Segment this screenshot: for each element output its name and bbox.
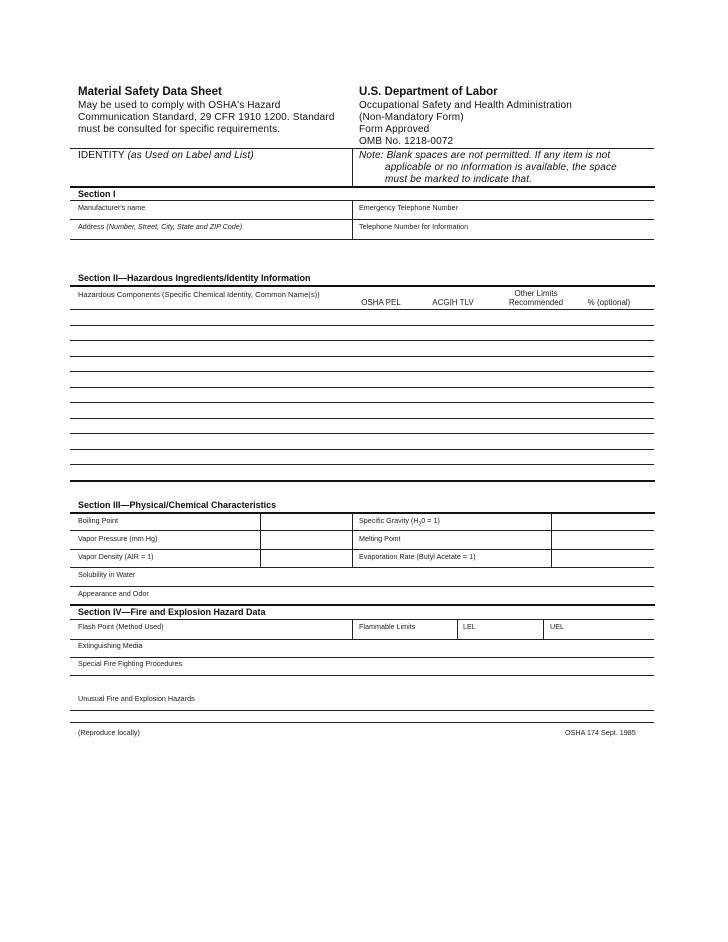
divider (457, 619, 458, 639)
specific-gravity-subscript: 2 (418, 521, 422, 528)
agency-title: U.S. Department of Labor (359, 86, 498, 98)
table-row[interactable] (70, 387, 654, 388)
form-subtitle-line1: May be used to comply with OSHA's Hazard (78, 100, 281, 111)
divider (551, 513, 552, 568)
manufacturer-field[interactable]: Manufacturer's name (78, 203, 146, 212)
section4-title: Section IV—Fire and Explosion Hazard Data (78, 607, 266, 617)
col-hazardous-components: Hazardous Components (Specific Chemical Identity, Common Name(s)) (78, 290, 320, 299)
table-row[interactable] (70, 309, 654, 310)
rule (70, 639, 654, 640)
rule (70, 549, 654, 550)
divider (260, 513, 261, 568)
rule (70, 586, 654, 587)
table-row[interactable] (70, 433, 654, 434)
appearance-field[interactable]: Appearance and Odor (78, 589, 149, 598)
emergency-phone-field[interactable]: Emergency Telephone Number (359, 203, 458, 212)
vapor-pressure-field[interactable]: Vapor Pressure (mm Hg) (78, 534, 158, 543)
flash-point-field[interactable]: Flash Point (Method Used) (78, 622, 164, 631)
agency-line2: (Non-Mandatory Form) (359, 112, 464, 123)
col-osha-pel: OSHA PEL (361, 298, 401, 307)
uel-field[interactable]: UEL (550, 622, 564, 631)
omb-number: OMB No. 1218-0072 (359, 136, 454, 147)
boiling-point-field[interactable]: Boiling Point (78, 516, 118, 525)
table-row[interactable] (70, 356, 654, 357)
address-label: Address (78, 222, 105, 231)
rule (70, 710, 654, 711)
rule (70, 186, 655, 188)
note-line3: must be marked to indicate that. (385, 174, 533, 185)
section3-title: Section III—Physical/Chemical Characteristics (78, 500, 277, 510)
flammable-limits-field[interactable]: Flammable Limits (359, 622, 416, 631)
table-row[interactable] (70, 418, 654, 419)
agency-line3: Form Approved (359, 124, 430, 135)
table-row[interactable] (70, 402, 654, 403)
table-row[interactable] (70, 340, 654, 341)
col-other-limits: Other Limits (514, 289, 558, 298)
form-subtitle-line2: Communication Standard, 29 CFR 1910 1200. Standard (78, 112, 335, 123)
rule (70, 657, 654, 658)
form-subtitle-line3: must be consulted for specific requirements. (78, 124, 281, 135)
lel-field[interactable]: LEL (463, 622, 476, 631)
specific-gravity-label-end: 0 = 1) (421, 516, 440, 525)
rule (70, 722, 654, 723)
evaporation-rate-field[interactable]: Evaporation Rate (Butyl Acetate = 1) (359, 552, 476, 561)
divider (543, 619, 544, 639)
special-procedures-field[interactable]: Special Fire Fighting Procedures (78, 659, 183, 668)
specific-gravity-field[interactable] (359, 516, 440, 527)
col-recommended: Recommended (508, 298, 564, 307)
rule (70, 604, 655, 606)
table-row[interactable] (70, 371, 654, 372)
rule (70, 675, 654, 676)
specific-gravity-label: Specific Gravity (H (359, 516, 419, 525)
melting-point-field[interactable]: Melting Point (359, 534, 401, 543)
note-line1: Note: Blank spaces are not permitted. If any item is not (359, 150, 611, 161)
extinguishing-media-field[interactable]: Extinguishing Media (78, 641, 143, 650)
address-label-italic: (Number, Street, City, State and ZIP Code) (106, 222, 243, 231)
rule (70, 530, 654, 531)
vapor-density-field[interactable]: Vapor Density (AIR = 1) (78, 552, 154, 561)
rule (70, 567, 654, 568)
form-title: Material Safety Data Sheet (78, 86, 222, 98)
rule (70, 480, 655, 482)
note-line2: applicable or no information is available, the space (385, 162, 617, 173)
solubility-field[interactable]: Solubility in Water (78, 570, 136, 579)
col-percent: % (optional) (587, 298, 631, 307)
identity-label: IDENTITY (78, 150, 125, 161)
unusual-hazards-field[interactable]: Unusual Fire and Explosion Hazards (78, 694, 195, 703)
rule (70, 512, 655, 514)
agency-line1: Occupational Safety and Health Administration (359, 100, 572, 111)
footer-form-number: OSHA 174 Sept. 1985 (565, 728, 636, 737)
section1-title: Section I (78, 189, 116, 199)
identity-label-italic: (as Used on Label and List) (127, 150, 254, 161)
address-field[interactable] (78, 222, 242, 231)
rule (70, 200, 654, 201)
rule (70, 148, 654, 149)
table-row[interactable] (70, 464, 654, 465)
footer-reproduce: (Reproduce locally) (78, 728, 140, 737)
rule (70, 285, 655, 287)
divider (352, 148, 353, 186)
col-acgih-tlv: ACGIH TLV (432, 298, 474, 307)
section2-title: Section II—Hazardous Ingredients/Identity Information (78, 273, 311, 283)
info-phone-field[interactable]: Telephone Number for Information (359, 222, 469, 231)
divider (352, 513, 353, 568)
identity-field[interactable] (78, 150, 254, 162)
rule (70, 239, 654, 240)
rule (70, 619, 654, 620)
table-row[interactable] (70, 449, 654, 450)
rule (70, 219, 654, 220)
table-row[interactable] (70, 325, 654, 326)
divider (352, 619, 353, 639)
